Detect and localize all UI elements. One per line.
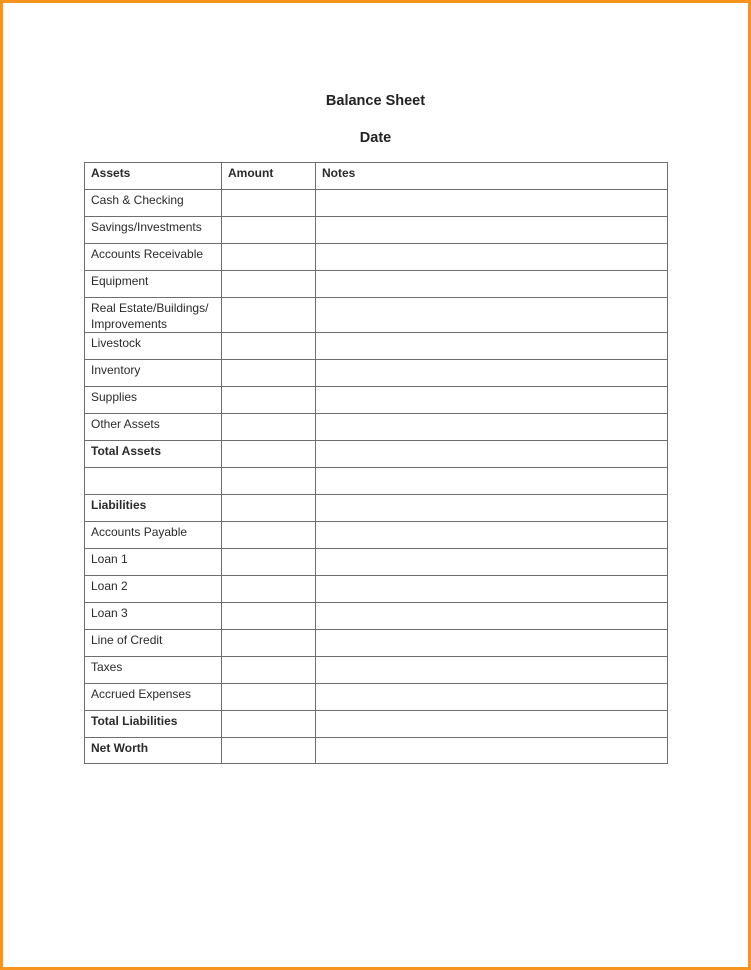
- amount-cell[interactable]: [222, 271, 316, 298]
- table-row: [85, 360, 668, 387]
- amount-cell[interactable]: [222, 684, 316, 711]
- row-label: Supplies: [85, 387, 222, 414]
- amount-cell[interactable]: [222, 217, 316, 244]
- amount-cell[interactable]: [222, 298, 316, 333]
- notes-cell[interactable]: [316, 441, 668, 468]
- notes-cell[interactable]: [316, 414, 668, 441]
- row-label: Real Estate/Buildings/ Improvements: [85, 298, 222, 333]
- header-row: [85, 163, 668, 190]
- amount-cell[interactable]: [222, 441, 316, 468]
- notes-cell[interactable]: [316, 603, 668, 630]
- amount-cell[interactable]: [222, 468, 316, 495]
- notes-cell[interactable]: [316, 333, 668, 360]
- notes-cell[interactable]: [316, 298, 668, 333]
- row-label: Equipment: [85, 271, 222, 298]
- date-heading: Date: [359, 130, 392, 146]
- amount-cell[interactable]: [222, 603, 316, 630]
- amount-cell[interactable]: [222, 549, 316, 576]
- notes-cell[interactable]: [316, 495, 668, 522]
- row-label: Net Worth: [85, 738, 222, 764]
- row-label: Savings/Investments: [85, 217, 222, 244]
- notes-cell[interactable]: [316, 271, 668, 298]
- table-row: [85, 630, 668, 657]
- notes-cell[interactable]: [316, 360, 668, 387]
- header-notes: Notes: [316, 163, 668, 190]
- row-label: Liabilities: [85, 495, 222, 522]
- amount-cell[interactable]: [222, 738, 316, 764]
- table-row: [85, 738, 668, 764]
- row-label: Taxes: [85, 657, 222, 684]
- row-label: Loan 1: [85, 549, 222, 576]
- notes-cell[interactable]: [316, 711, 668, 738]
- amount-cell[interactable]: [222, 387, 316, 414]
- table-row: [85, 271, 668, 298]
- row-label: Inventory: [85, 360, 222, 387]
- notes-cell[interactable]: [316, 522, 668, 549]
- balance-sheet-table: [84, 162, 668, 764]
- row-label: Accounts Payable: [85, 522, 222, 549]
- row-label: Line of Credit: [85, 630, 222, 657]
- amount-cell[interactable]: [222, 657, 316, 684]
- notes-cell[interactable]: [316, 630, 668, 657]
- table-row: [85, 603, 668, 630]
- table-row: [85, 217, 668, 244]
- row-label: [85, 468, 222, 495]
- row-label: Other Assets: [85, 414, 222, 441]
- amount-cell[interactable]: [222, 244, 316, 271]
- table-row: [85, 441, 668, 468]
- table-row: [85, 414, 668, 441]
- notes-cell[interactable]: [316, 244, 668, 271]
- notes-cell[interactable]: [316, 190, 668, 217]
- row-label: Total Assets: [85, 441, 222, 468]
- table-row: [85, 298, 668, 333]
- notes-cell[interactable]: [316, 549, 668, 576]
- table-row: [85, 190, 668, 217]
- table-row: [85, 495, 668, 522]
- amount-cell[interactable]: [222, 360, 316, 387]
- row-label: Loan 3: [85, 603, 222, 630]
- header-assets: Assets: [85, 163, 222, 190]
- header-amount: Amount: [222, 163, 316, 190]
- page-title: Balance Sheet: [325, 93, 426, 109]
- table-row: [85, 468, 668, 495]
- row-label: Accrued Expenses: [85, 684, 222, 711]
- notes-cell[interactable]: [316, 684, 668, 711]
- notes-cell[interactable]: [316, 576, 668, 603]
- amount-cell[interactable]: [222, 576, 316, 603]
- table-row: [85, 522, 668, 549]
- table-row: [85, 244, 668, 271]
- notes-cell[interactable]: [316, 738, 668, 764]
- row-label: Livestock: [85, 333, 222, 360]
- amount-cell[interactable]: [222, 630, 316, 657]
- table-row: [85, 711, 668, 738]
- amount-cell[interactable]: [222, 190, 316, 217]
- row-label: Cash & Checking: [85, 190, 222, 217]
- amount-cell[interactable]: [222, 711, 316, 738]
- table-row: [85, 576, 668, 603]
- table-row: [85, 387, 668, 414]
- amount-cell[interactable]: [222, 333, 316, 360]
- notes-cell[interactable]: [316, 657, 668, 684]
- notes-cell[interactable]: [316, 387, 668, 414]
- row-label: Total Liabilities: [85, 711, 222, 738]
- notes-cell[interactable]: [316, 468, 668, 495]
- table-row: [85, 549, 668, 576]
- table-row: [85, 657, 668, 684]
- amount-cell[interactable]: [222, 414, 316, 441]
- notes-cell[interactable]: [316, 217, 668, 244]
- amount-cell[interactable]: [222, 522, 316, 549]
- row-label: Loan 2: [85, 576, 222, 603]
- row-label: Accounts Receivable: [85, 244, 222, 271]
- table-row: [85, 333, 668, 360]
- table-row: [85, 684, 668, 711]
- amount-cell[interactable]: [222, 495, 316, 522]
